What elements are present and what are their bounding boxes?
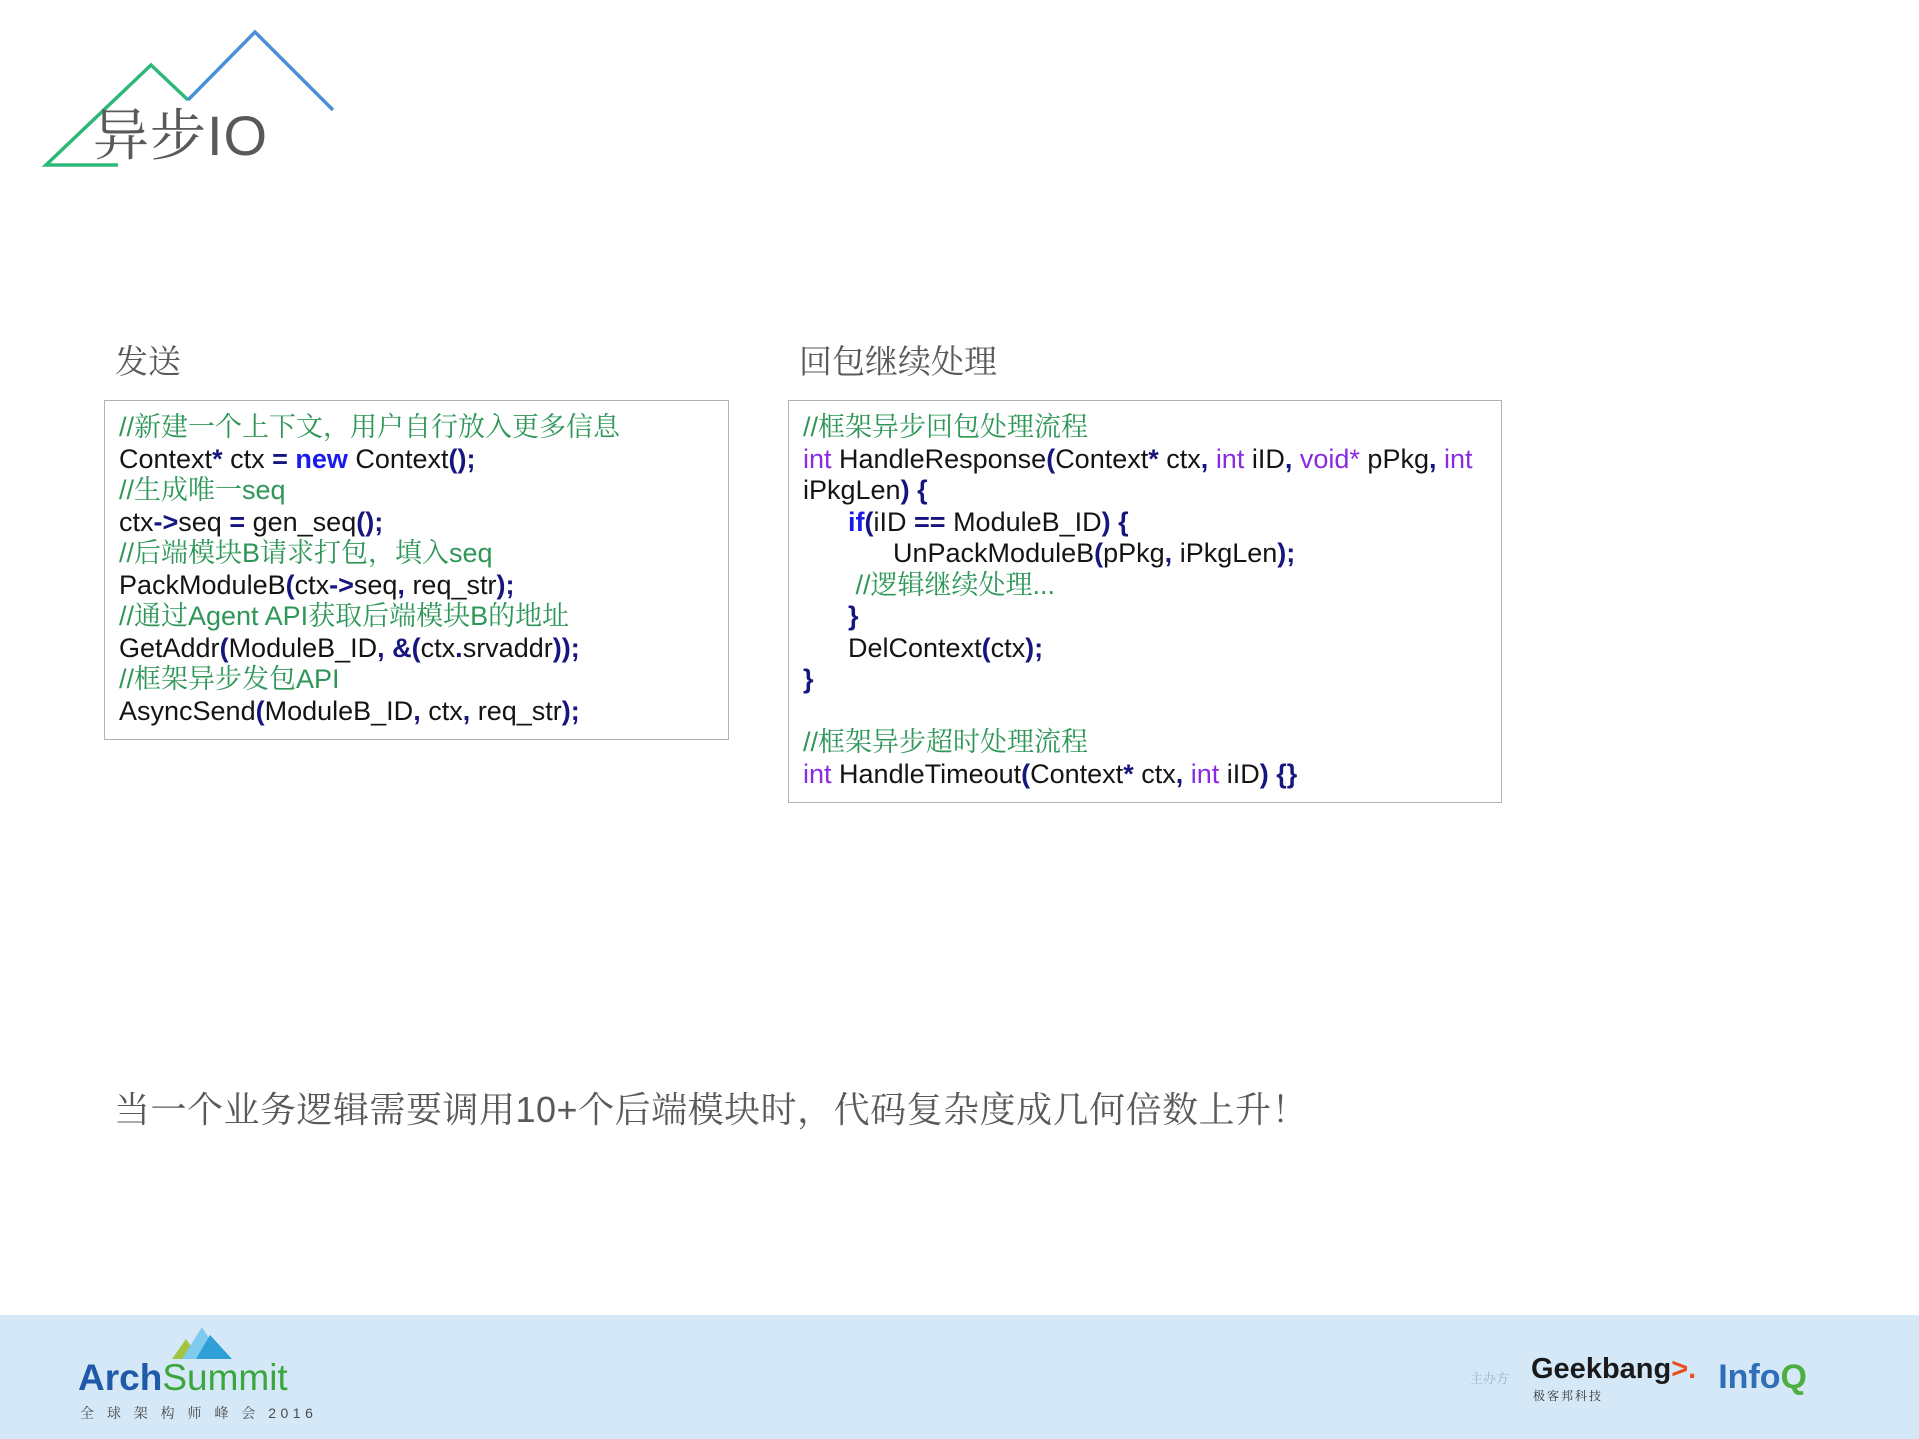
archsummit-summit-text: Summit [162, 1357, 288, 1398]
infoq-logo [1718, 1358, 1807, 1397]
code-line [803, 696, 1487, 728]
code-line: PackModuleB(ctx->seq, req_str); [119, 569, 515, 600]
code-line: Context* ctx = new Context(); [119, 443, 476, 474]
geekbang-arrow-glyph: >. [1671, 1352, 1697, 1385]
send-code-block [104, 400, 729, 740]
geekbang-wordmark [1531, 1353, 1696, 1386]
code-line: //逻辑继续处理... [855, 569, 1056, 600]
code-line: } [848, 601, 859, 631]
code-line: //新建一个上下文，用户自行放入更多信息 [119, 412, 621, 442]
code-line: //框架异步发包API [119, 664, 340, 694]
response-code-block [788, 400, 1502, 803]
code-line: iPkgLen) { [803, 475, 928, 505]
code-line: } [803, 664, 814, 694]
code-line: GetAddr(ModuleB_ID, &(ctx.srvaddr)); [119, 632, 580, 663]
code-line: if(iID == ModuleB_ID) { [848, 506, 1129, 537]
response-section [788, 336, 1502, 803]
geekbang-logo [1531, 1353, 1696, 1402]
code-line: //通过Agent API获取后端模块B的地址 [119, 601, 570, 631]
archsummit-mountain-icon [170, 1323, 234, 1361]
host-label: 主办方 [1469, 1370, 1509, 1386]
code-line: DelContext(ctx); [803, 632, 1044, 663]
infoq-info-text: Info [1718, 1357, 1781, 1396]
code-line: int HandleTimeout(Context* ctx, int iID) {} [803, 758, 1298, 789]
archsummit-wordmark [78, 1357, 288, 1399]
slogan-text: 当一个业务逻辑需要调用10+个后端模块时，代码复杂度成几何倍数上升！ [114, 1089, 1309, 1130]
code-line: AsyncSend(ModuleB_ID, ctx, req_str); [119, 695, 580, 726]
footer-hosts [1470, 1315, 1807, 1439]
response-section-heading: 回包继续处理 [799, 343, 997, 380]
infoq-q-text: Q [1780, 1357, 1807, 1396]
code-line: //框架异步回包处理流程 [803, 412, 1089, 442]
code-line: int HandleResponse(Context* ctx, int iID, void* pPkg, int [803, 443, 1473, 474]
code-line: UnPackModuleB(pPkg, iPkgLen); [803, 538, 1296, 568]
code-line: //生成唯一seq [119, 475, 286, 505]
send-section [104, 336, 729, 740]
footer-bar [0, 1315, 1919, 1439]
page-title: 异步IO [93, 104, 269, 167]
geekbang-subtitle: 极客邦科技 [1533, 1388, 1604, 1403]
geekbang-bang-text: bang [1601, 1352, 1672, 1385]
send-section-heading: 发送 [115, 343, 181, 380]
geekbang-geek-text: Geek [1531, 1352, 1602, 1385]
code-line: //后端模块B请求打包，填入seq [119, 538, 493, 568]
archsummit-arch-text: Arch [78, 1357, 163, 1398]
code-line: //框架异步超时处理流程 [803, 727, 1089, 757]
code-line: ctx->seq = gen_seq(); [119, 506, 384, 537]
archsummit-subtitle: 全 球 架 构 师 峰 会 2016 [80, 1405, 318, 1421]
